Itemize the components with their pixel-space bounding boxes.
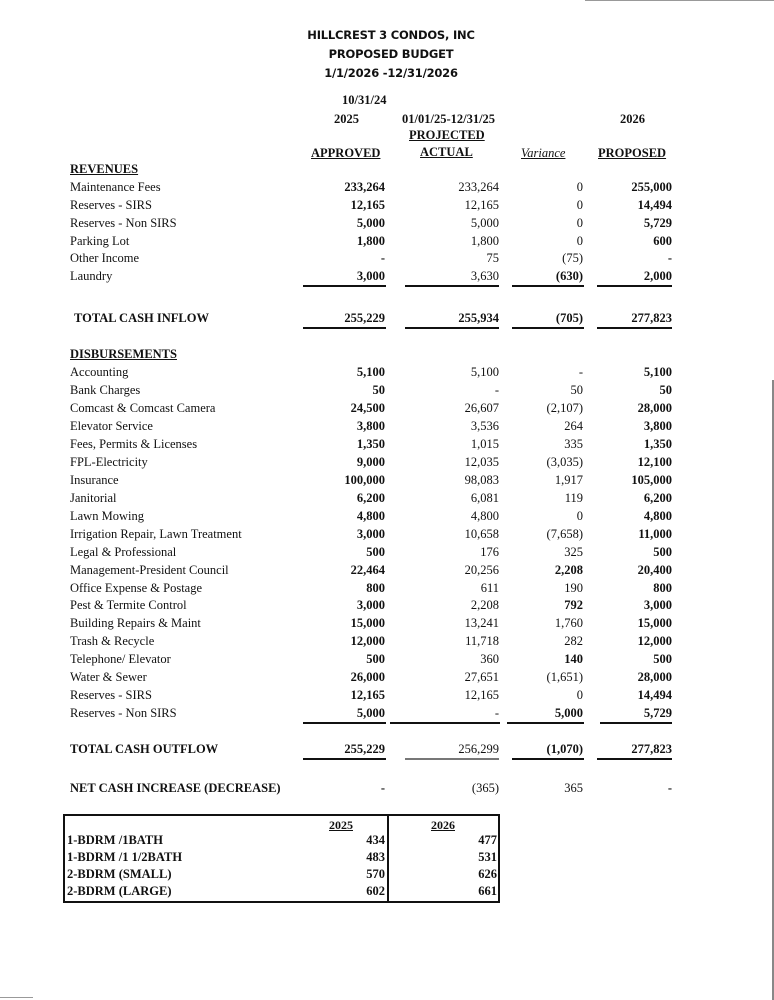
subtotal-rule	[303, 285, 386, 287]
subtotal-rule	[597, 285, 672, 287]
total-rule	[405, 327, 499, 329]
subtotal-rule	[390, 722, 500, 724]
company-name: HILLCREST 3 CONDOS, INC	[307, 28, 475, 42]
subtotal-rule	[507, 722, 584, 724]
rates-header-2026: 2026	[431, 818, 455, 832]
total-rule	[303, 758, 386, 760]
total-rule	[597, 327, 672, 329]
subtotal-rule	[303, 722, 386, 724]
proposed-year: 2026	[620, 112, 645, 126]
unit-rates-table: 2025 2026 1-BDRM /1BATH 434 477 1-BDRM /1 1/2BATH 483 531 2-BDRM (SMALL) 570 626 2-BDRM (LARGE) 602 661	[63, 814, 500, 903]
rates-column-divider	[387, 816, 389, 901]
actual-date-range: 01/01/25-12/31/25	[402, 112, 496, 126]
projected-header: PROJECTED	[409, 128, 485, 142]
approved-date: 10/31/24	[342, 93, 387, 107]
approved-header: APPROVED	[311, 146, 381, 160]
budget-page: HILLCREST 3 CONDOS, INC PROPOSED BUDGET 1/1/2026 -12/31/2026 10/31/24 2025 APPROVED 01/01/25-12/31/25 PROJECTED ACTUAL Variance 2026 PROPOSED REVENUES Maintenance Fees 233,264 233,264 0 255,000 Reserves - SIRS 12,165 12,165 0 14,494 Reserves - Non SIRS 5,000 5,000 0 5,729 Parking Lot 1,800 1,800 0 600 Other Income - 75 (75) - Laundry 3,000 3,630 (630) 2,000 TOTAL CASH INFLOW 255,229 255,934 (705) 277,823 DISBURSEMENTS Accounting 5,100 5,100 - 5,100 Bank Charges 50 - 50 50 Comcast & Comcast Camera 24,500 26,607 (2,107) 28,000 Elevator Service 3,800 3,536 264 3,800 Fees, Permits & Licenses 1,350 1,015 335 1,350 FPL-Electricity 9,000 12,035 (3,035) 12,100 Insurance 100,000 98,083 1,917 105,000 Janitorial 6,200 6,081 119 6,200 Lawn Mowing 4,800 4,800 0 4,800 Irrigation Repair, Lawn Treatment 3,000 10,658 (7,658) 11,000 Legal & Professional 500 176 325 500 Management-President Council 22,464 20,256 2,208 20,400 Office Expense & Postage 800 611 190 800 Pest & Termite Control 3,000 2,208 792 3,000 Building Repairs & Maint 15,000 13,241 1,760 15,000 Trash & Recycle 12,000 11,718 282 12,000 Telephone/ Elevator 500 360 140 500 Water & Sewer 26,000 27,651 (1,651) 28,000 Reserves - SIRS 12,165 12,165 0 14,494 Reserves - Non SIRS 5,000 - 5,000 5,729 TOTAL CASH OUTFLOW 255,229 256,299 (1,070) 277,823 NET CASH INCREASE (DECREASE) - (365) 365 - 2025 2026 1-BDRM /1BATH 434 477 1-BDRM /1 1/2BATH 483 531 2-BDRM (SMALL) 570 626 2-BDRM (LARGE) 602 661	[0, 0, 774, 1000]
scan-edge-top	[585, 0, 774, 1]
document-title	[300, 26, 482, 83]
proposed-header: PROPOSED	[598, 146, 667, 160]
disbursements-heading: DISBURSEMENTS	[70, 347, 177, 361]
budget-period: 1/1/2026 -12/31/2026	[324, 66, 458, 80]
total-rule	[512, 758, 584, 760]
total-rule	[405, 758, 499, 760]
rates-header-2025: 2025	[329, 818, 353, 832]
variance-header: Variance	[521, 146, 566, 160]
subtotal-rule	[405, 285, 499, 287]
subtotal-rule	[512, 285, 584, 287]
total-rule	[597, 758, 672, 760]
total-rule	[303, 327, 386, 329]
total-rule	[512, 327, 584, 329]
revenues-heading: REVENUES	[70, 162, 139, 176]
approved-year: 2025	[334, 112, 359, 126]
budget-title: PROPOSED BUDGET	[328, 47, 454, 61]
actual-header: ACTUAL	[420, 145, 473, 159]
scan-edge-bottom	[0, 997, 33, 998]
subtotal-rule	[600, 722, 672, 724]
